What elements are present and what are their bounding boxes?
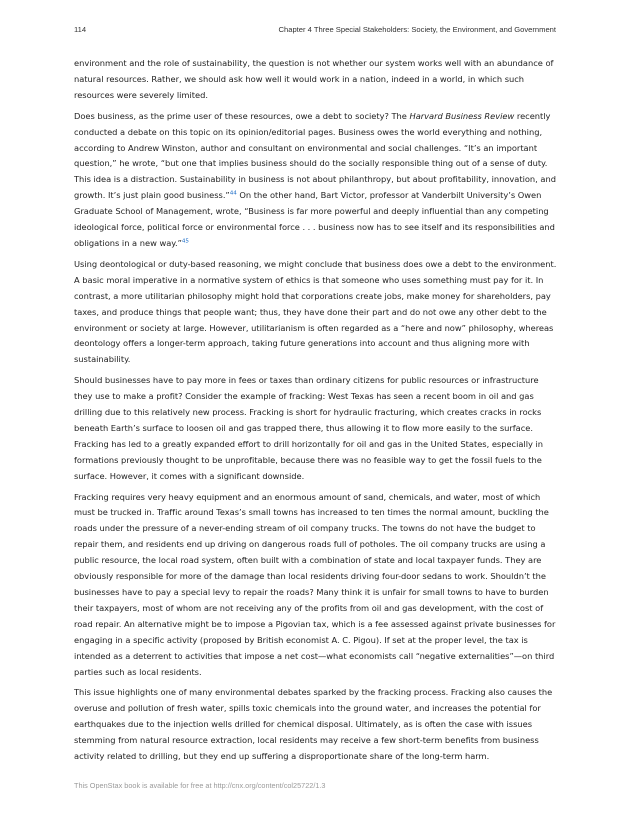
paragraph-2-part-b: recently conducted a debate on this topic on its opinion/editorial pages. Business owes the world everything and nothing, according to Andrew Winston, author and consultant on environmental and social challenges. “It’s an important question,” he wrote, “but one that implies business should do the socially responsible thing out of a sense of duty. This idea is a distraction. Sustainability in business is not about philanthropy, but about profitability, innovation, and growth. It’s just plain good business.” <box>74 110 556 201</box>
paragraph-1: environment and the role of sustainability, the question is not whether our system works well with an abundance of natural resources. Rather, we should ask how well it would work in a nation, indeed in a world, in which such resources were severely limited. <box>74 58 554 100</box>
paragraph-5: Fracking requires very heavy equipment and an enormous amount of sand, chemicals, and water, most of which must be trucked in. Traffic around Texas’s small towns has increased to ten times the normal amount, buckling the roads under the pressure of a never-ending stream of oil company trucks. The towns do not have the budget to repair them, and residents end up driving on dangerous roads full of potholes. The oil company trucks are using a public resource, the local road system, often built with a combination of state and local taxpayer funds. They are obviously responsible for more of the damage than local residents driving four-door sedans to work. Shouldn’t the businesses have to pay a special levy to repair the roads? Many think it is unfair for small towns to have to burden their taxpayers, most of whom are not receiving any of the profits from oil and gas development, with the cost of road repair. An alternative might be to impose a Pigovian tax, which is a fee assessed against private businesses for engaging in a specific activity (proposed by British economist A. C. Pigou). If set at the proper level, the tax is intended as a deterrent to activities that impose a net cost—what economists call “negative externalities”—on third parties such as local residents. <box>74 491 556 677</box>
page-number: 114 <box>74 25 87 34</box>
footnote-link-44[interactable]: 44 <box>229 190 237 197</box>
publication-title: Harvard Business Review <box>409 110 515 121</box>
body-text <box>74 56 558 770</box>
footnote-link-45[interactable]: 45 <box>181 238 189 245</box>
running-head: Chapter 4 Three Special Stakeholders: Society, the Environment, and Government <box>278 25 556 34</box>
paragraph-2 <box>74 109 558 252</box>
paragraph-6: This issue highlights one of many environmental debates sparked by the fracking process. Fracking also causes the overuse and pollution of fresh water, spills toxic chemicals into the ground water, and increases the potential for earthquakes due to the injection wells drilled for chemical disposal. Ultimately, as is often the case with issues stemming from natural resource extraction, local residents may receive a few short-term benefits from business activity related to drilling, but they end up suffering a disproportionate share of the long-term harm. <box>74 687 553 762</box>
paragraph-2-part-c: On the other hand, Bart Victor, professor at Vanderbilt University’s Owen Graduate School of Management, wrote, “Business is far more powerful and deeply influential than any competing ideological force, political force or environmental force . . . business now has to see itself and its responsibilities and obligations in a new way.” <box>74 190 555 248</box>
page-header <box>74 25 556 37</box>
paragraph-3: Using deontological or duty-based reasoning, we might conclude that business does owe a debt to the environment. A basic moral imperative in a normative system of ethics is that someone who uses something must pay for it. In contrast, a more utilitarian philosophy might hold that corporations create jobs, make money for shareholders, pay taxes, and produce things that people want; thus, they have done their part and do not owe any other debt to the environment or society at large. However, utilitarianism is often regarded as a “here and now” philosophy, whereas deontology offers a longer-term approach, taking future generations into account and thus aligning more with sustainability. <box>74 258 557 365</box>
page-footer: This OpenStax book is available for free at http://cnx.org/content/col25722/1.3 <box>74 781 326 790</box>
paragraph-2-part-a: Does business, as the prime user of these resources, owe a debt to society? The <box>74 110 410 121</box>
paragraph-4: Should businesses have to pay more in fees or taxes than ordinary citizens for public resources or infrastructure they use to make a profit? Consider the example of fracking: West Texas has seen a recent boom in oil and gas drilling due to this relatively new process. Fracking is short for hydraulic fracturing, which creates cracks in rocks beneath Earth’s surface to loosen oil and gas trapped there, thus allowing it to flow more easily to the surface. Fracking has led to a greatly expanded effort to drill horizontally for oil and gas in the United States, especially in formations previously thought to be unprofitable, because there was no feasible way to get the fossil fuels to the surface. However, it comes with a significant downside. <box>74 375 544 481</box>
